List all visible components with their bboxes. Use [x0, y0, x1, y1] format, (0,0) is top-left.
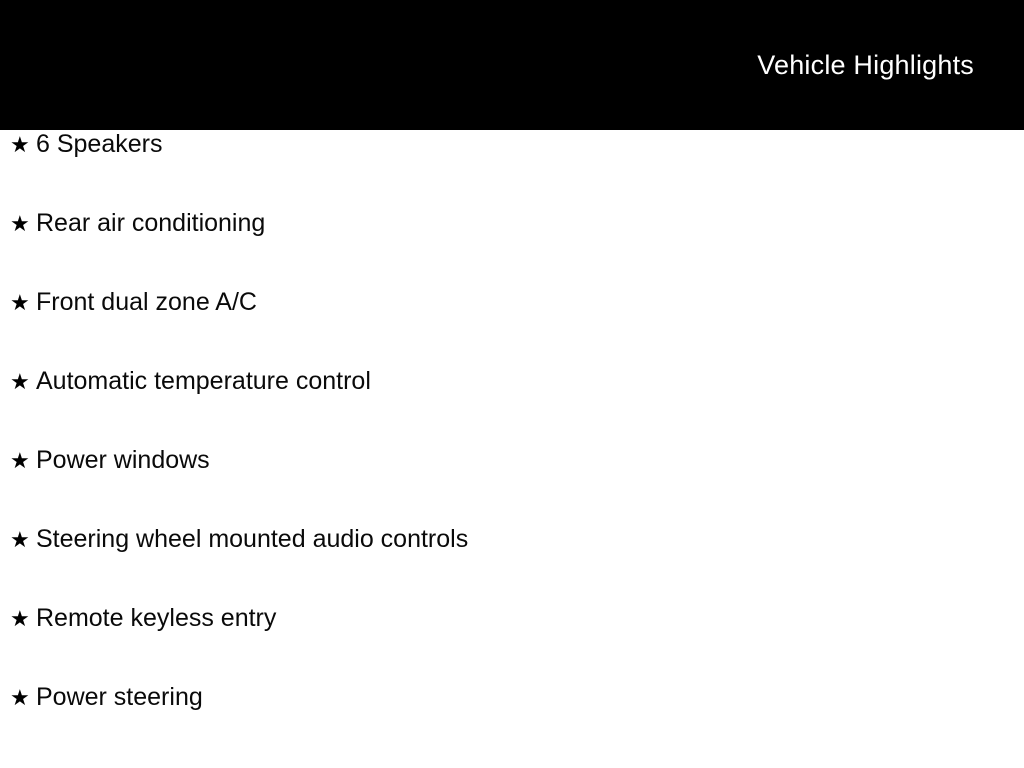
- list-item: [0, 446, 1024, 525]
- header-bar: [0, 0, 1024, 130]
- page-title: Vehicle Highlights: [757, 50, 974, 80]
- feature-label: Remote keyless entry: [36, 604, 277, 632]
- star-icon: ★: [10, 448, 30, 473]
- star-icon: ★: [10, 527, 30, 552]
- list-item: [0, 288, 1024, 367]
- feature-label: Rear air conditioning: [36, 209, 266, 237]
- list-item: [0, 683, 1024, 762]
- star-icon: ★: [10, 685, 30, 710]
- list-item: [0, 525, 1024, 604]
- list-item: [0, 367, 1024, 446]
- feature-label: 6 Speakers: [36, 130, 163, 158]
- feature-label: Front dual zone A/C: [36, 288, 257, 316]
- feature-label: Power windows: [36, 446, 210, 474]
- star-icon: ★: [10, 606, 30, 631]
- star-icon: ★: [10, 369, 30, 394]
- vehicle-features-list: [0, 130, 1024, 762]
- list-item: [0, 130, 1024, 209]
- list-item: [0, 209, 1024, 288]
- star-icon: ★: [10, 132, 30, 157]
- star-icon: ★: [10, 290, 30, 315]
- feature-label: Steering wheel mounted audio controls: [36, 525, 469, 553]
- feature-label: Power steering: [36, 683, 203, 711]
- list-item: [0, 604, 1024, 683]
- star-icon: ★: [10, 211, 30, 236]
- feature-label: Automatic temperature control: [36, 367, 371, 395]
